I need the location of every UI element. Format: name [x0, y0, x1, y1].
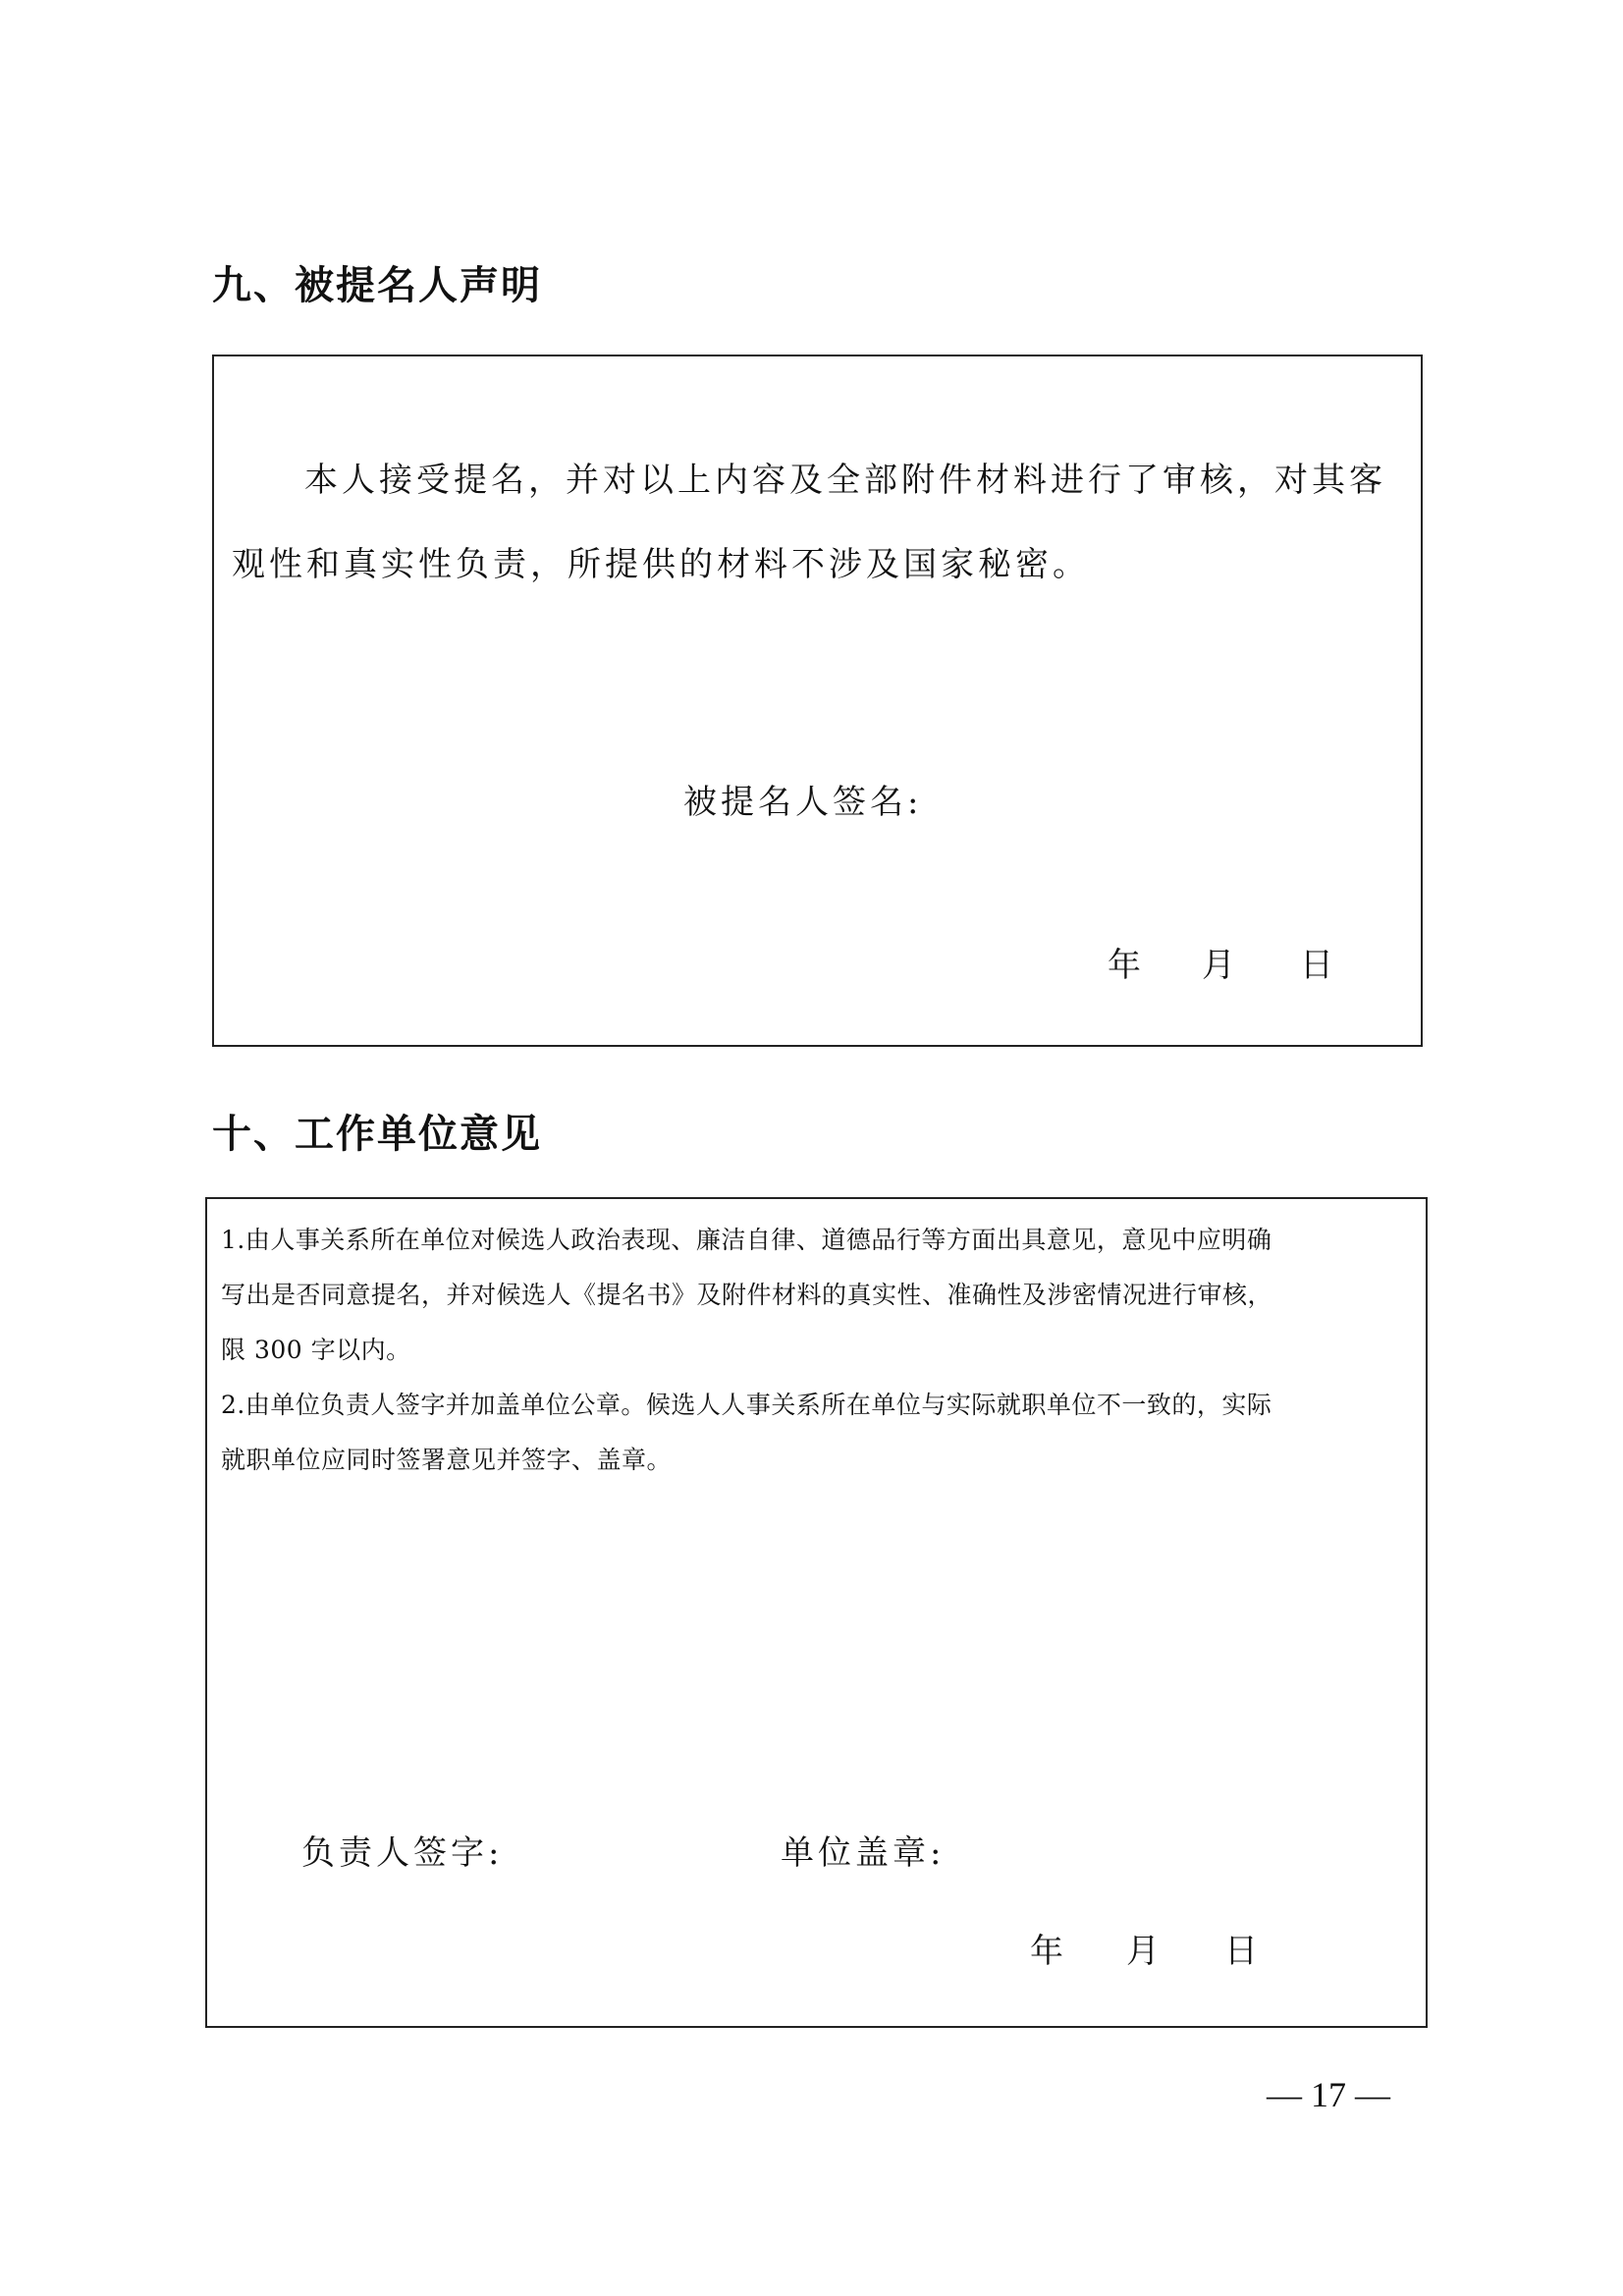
date-year-label: 年 [1108, 946, 1141, 985]
section9-heading: 九、被提名人声明 [212, 263, 542, 308]
note-1-line-3: 限 300 字以内。 [221, 1336, 411, 1364]
work-unit-opinion-box [205, 1197, 1428, 2028]
unit-seal-label: 单位盖章: [781, 1833, 946, 1873]
note-1-line-1: 1.由人事关系所在单位对候选人政治表现、廉洁自律、道德品行等方面出具意见，意见中应明确 [221, 1226, 1272, 1254]
date-month-label: 月 [1126, 1932, 1160, 1971]
declaration-line-2: 观性和真实性负责，所提供的材料不涉及国家秘密。 [232, 545, 1090, 584]
note-1-line-2: 写出是否同意提名，并对候选人《提名书》及附件材料的真实性、准确性及涉密情况进行审核， [221, 1281, 1273, 1309]
nominee-declaration-box [212, 355, 1423, 1047]
declaration-line-1: 本人接受提名，并对以上内容及全部附件材料进行了审核，对其客 [304, 461, 1386, 500]
note-2-line-2: 就职单位应同时签署意见并签字、盖章。 [221, 1446, 673, 1474]
opinion-date [207, 1930, 1426, 1973]
date-day-label: 日 [1224, 1932, 1258, 1971]
nominee-signature-label: 被提名人签名: [683, 783, 923, 822]
section10-heading: 十、工作单位意见 [212, 1112, 542, 1157]
declaration-date [214, 944, 1421, 987]
page-number: — 17 — [1267, 2075, 1390, 2114]
date-month-label: 月 [1202, 946, 1235, 985]
note-2-line-1: 2.由单位负责人签字并加盖单位公章。候选人人事关系所在单位与实际就职单位不一致的，实际 [221, 1391, 1272, 1419]
date-year-label: 年 [1030, 1932, 1063, 1971]
date-day-label: 日 [1300, 946, 1333, 985]
leader-signature-label: 负责人签字: [301, 1833, 504, 1873]
